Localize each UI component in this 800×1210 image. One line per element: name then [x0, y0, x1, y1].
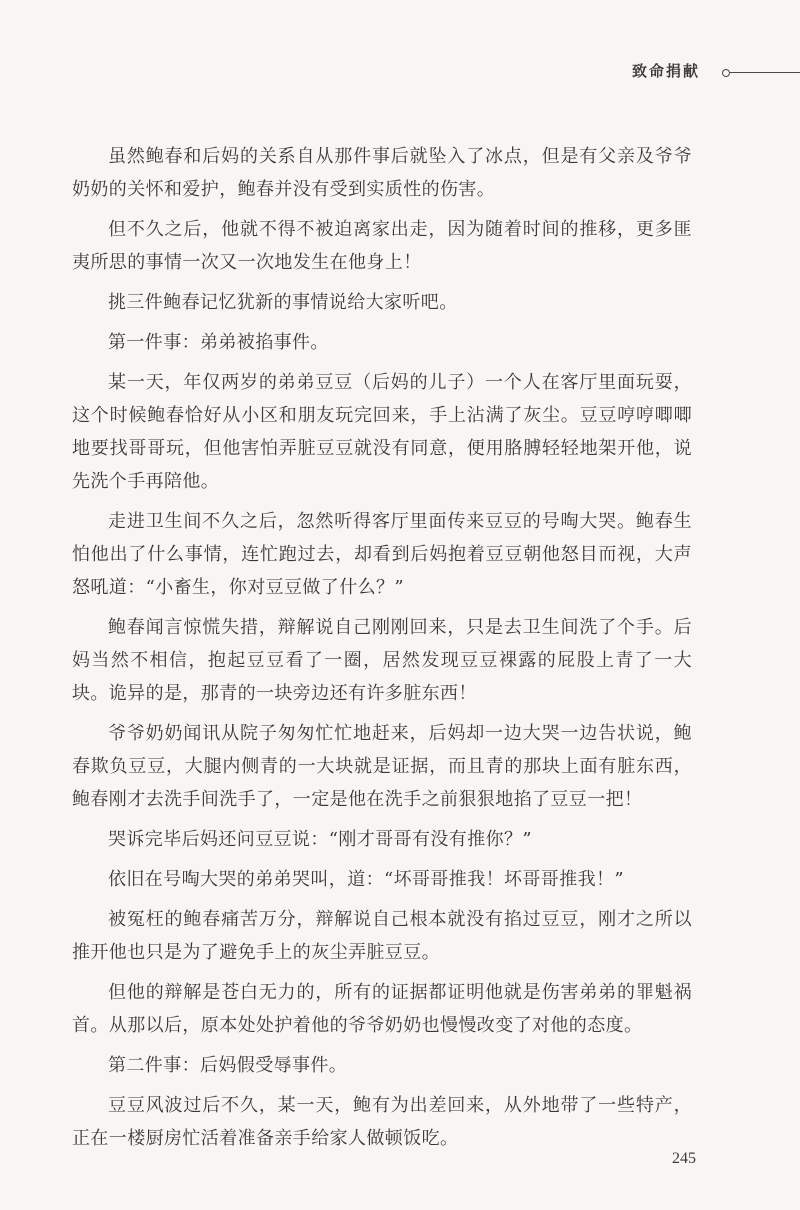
paragraph: 虽然鲍春和后妈的关系自从那件事后就坠入了冰点，但是有父亲及爷爷奶奶的关怀和爱护，鲍春并没有受到实质性的伤害。 [72, 146, 692, 200]
paragraph: 某一天，年仅两岁的弟弟豆豆（后妈的儿子）一个人在客厅里面玩耍，这个时候鲍春恰好从小区和朋友玩完回来，手上沾满了灰尘。豆豆哼哼唧唧地要找哥哥玩，但他害怕弄脏豆豆就没有同意，便用胳膊轻轻地架开他，说先洗个手再陪他。 [72, 372, 692, 492]
header-rule-line [730, 72, 800, 73]
header-circle-ornament [722, 69, 730, 77]
paragraph: 但不久之后，他就不得不被迫离家出走，因为随着时间的推移，更多匪夷所思的事情一次又一次地发生在他身上！ [72, 219, 692, 273]
paragraph: 被冤枉的鲍春痛苦万分，辩解说自己根本就没有掐过豆豆，刚才之所以推开他也只是为了避免手上的灰尘弄脏豆豆。 [72, 909, 692, 963]
paragraph: 走进卫生间不久之后，忽然听得客厅里面传来豆豆的号啕大哭。鲍春生怕他出了什么事情，连忙跑过去，却看到后妈抱着豆豆朝他怒目而视，大声怒吼道：“小畜生，你对豆豆做了什么？” [72, 511, 692, 598]
running-header [570, 60, 800, 88]
paragraph: 依旧在号啕大哭的弟弟哭叫，道：“坏哥哥推我！坏哥哥推我！” [108, 869, 625, 890]
running-header-title: 致命捐献 [631, 62, 700, 80]
body-text [72, 140, 692, 1162]
paragraph: 爷爷奶奶闻讯从院子匆匆忙忙地赶来，后妈却一边大哭一边告状说，鲍春欺负豆豆，大腿内侧青的一大块就是证据，而且青的那块上面有脏东西，鲍春刚才去洗手间洗手了，一定是他在洗手之前狠狠地掐了豆豆一把！ [72, 723, 692, 810]
paragraph: 第二件事：后妈假受辱事件。 [108, 1055, 348, 1076]
paragraph: 豆豆风波过后不久，某一天，鲍有为出差回来，从外地带了一些特产，正在一楼厨房忙活着准备亲手给家人做顿饭吃。 [72, 1095, 692, 1149]
paragraph: 鲍春闻言惊慌失措，辩解说自己刚刚回来，只是去卫生间洗了个手。后妈当然不相信，抱起豆豆看了一圈，居然发现豆豆裸露的屁股上青了一大块。诡异的是，那青的一块旁边还有许多脏东西！ [72, 617, 692, 704]
page-number: 245 [672, 1150, 696, 1167]
paragraph: 哭诉完毕后妈还问豆豆说：“刚才哥哥有没有推你？” [108, 829, 533, 850]
paragraph: 第一件事：弟弟被掐事件。 [108, 332, 329, 353]
paragraph: 但他的辩解是苍白无力的，所有的证据都证明他就是伤害弟弟的罪魁祸首。从那以后，原本处处护着他的爷爷奶奶也慢慢改变了对他的态度。 [72, 982, 692, 1036]
paragraph: 挑三件鲍春记忆犹新的事情说给大家听吧。 [108, 292, 458, 313]
